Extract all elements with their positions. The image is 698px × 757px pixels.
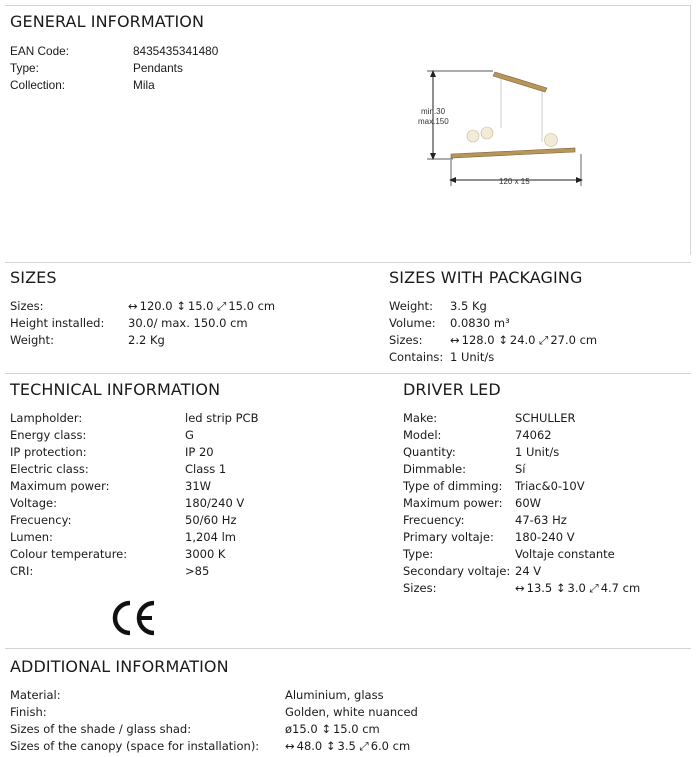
ean-value: 8435435341480 xyxy=(133,44,219,58)
packaging-title: SIZES WITH PACKAGING xyxy=(389,268,583,287)
depth-arrow-icon: ⤢ xyxy=(359,739,369,753)
height-label-max: max.150 xyxy=(418,117,449,126)
height-arrow-icon: ↕ xyxy=(321,722,331,736)
additional-information-title: ADDITIONAL INFORMATION xyxy=(10,657,229,676)
ean-label: EAN Code: xyxy=(10,44,70,58)
divider-technical xyxy=(5,373,691,374)
general-information-title: GENERAL INFORMATION xyxy=(10,12,205,31)
ce-mark-icon xyxy=(110,598,158,638)
driver-led-title: DRIVER LED xyxy=(403,380,501,399)
product-dimension-drawing xyxy=(415,62,595,192)
width-arrow-right xyxy=(576,177,583,183)
weight-label: Weight: xyxy=(10,333,54,347)
collection-value: Mila xyxy=(133,78,155,92)
depth-arrow-icon: ⤢ xyxy=(217,299,227,313)
height-arrow-icon: ↕ xyxy=(176,299,186,313)
divider-additional xyxy=(5,648,691,649)
width-arrow-icon: ↔ xyxy=(128,299,138,313)
height-installed-value: 30.0/ max. 150.0 cm xyxy=(128,316,248,330)
glass-shade-2 xyxy=(481,127,493,139)
type-label: Type: xyxy=(10,61,39,75)
depth-arrow-icon: ⤢ xyxy=(589,581,599,595)
sizes-label: Sizes: xyxy=(10,299,44,313)
top-border xyxy=(5,5,691,6)
divider-sizes xyxy=(5,262,691,263)
width-arrow-icon: ↔ xyxy=(285,739,295,753)
type-value: Pendants xyxy=(133,61,183,75)
collection-label: Collection: xyxy=(10,78,66,92)
height-arrow-icon: ↕ xyxy=(325,739,336,753)
right-border xyxy=(690,5,691,255)
height-installed-label: Height installed: xyxy=(10,316,105,330)
width-arrow-icon: ↔ xyxy=(515,581,525,595)
glass-shade-3 xyxy=(545,134,558,147)
weight-value: 2.2 Kg xyxy=(128,333,165,347)
glass-shade-1 xyxy=(467,130,479,142)
width-arrow-left xyxy=(449,177,456,183)
depth-arrow-icon: ⤢ xyxy=(539,333,549,347)
light-bar xyxy=(451,148,575,158)
width-arrow-icon: ↔ xyxy=(450,333,460,347)
width-label: 120 x 15 xyxy=(499,177,530,186)
height-arrow-icon: ↕ xyxy=(498,333,508,347)
height-label-min: min.30 xyxy=(421,107,446,116)
sizes-value: ↔ 120.0 ↕ 15.0 ⤢ 15.0 cm xyxy=(128,299,276,313)
technical-information-title: TECHNICAL INFORMATION xyxy=(10,380,221,399)
height-arrow-icon: ↕ xyxy=(555,581,566,595)
sizes-title: SIZES xyxy=(10,268,57,287)
